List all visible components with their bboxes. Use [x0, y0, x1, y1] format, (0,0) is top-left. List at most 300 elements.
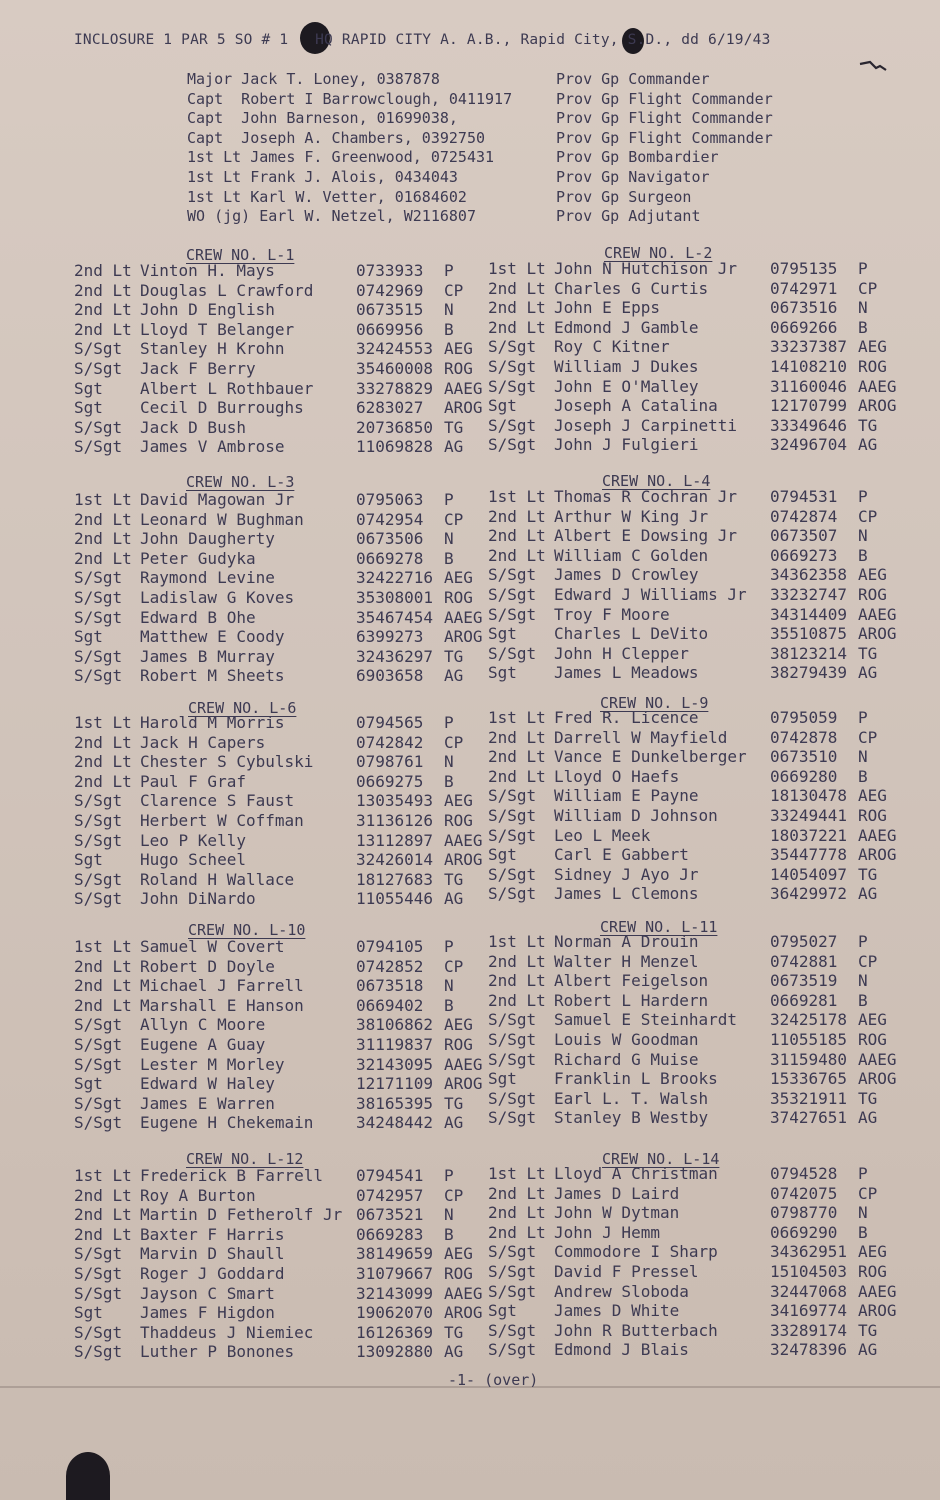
crew-member-name: Joseph A Catalina — [554, 396, 718, 416]
crew-member-duty: AG — [444, 437, 464, 457]
crew-member-duty: ROG — [444, 1035, 473, 1054]
crew-member-name: John J Fulgieri — [554, 435, 699, 455]
crew-member-serial: 0669266 — [770, 317, 838, 337]
crew-member-rank: S/Sgt — [74, 1054, 123, 1074]
crew-member-serial: 0733933 — [356, 261, 424, 280]
crew-member-name: Commodore I Sharp — [554, 1242, 718, 1262]
crew-member-name: Frederick B Farrell — [140, 1166, 324, 1185]
crew-member-name: James L Clemons — [554, 884, 699, 904]
crew-member-duty: AAEG — [858, 1049, 897, 1069]
crew-member-row — [488, 526, 918, 546]
crew-member-row — [488, 337, 918, 357]
staff-name: Capt Robert I Barrowclough, 0411917 — [187, 89, 513, 108]
crew-member-serial: 32496704 — [770, 435, 848, 455]
crew-member-rank: S/Sgt — [74, 417, 123, 437]
crew-member-rank: 1st Lt — [488, 259, 546, 278]
crew-member-row — [488, 786, 918, 806]
crew-member-duty: B — [858, 766, 868, 786]
crew-member-duty: AROG — [444, 1074, 483, 1094]
crew-member-rank: S/Sgt — [74, 889, 123, 909]
crew-member-row — [488, 806, 918, 826]
crew-member-rank: S/Sgt — [488, 864, 537, 884]
crew-member-duty: AROG — [444, 850, 483, 870]
crew-member-rank: 2nd Lt — [74, 995, 132, 1015]
crew-member-duty: AEG — [444, 791, 473, 811]
crew-member-row — [74, 510, 504, 530]
crew-member-duty: TG — [858, 1320, 878, 1340]
crew-member-serial: 32424553 — [356, 339, 434, 359]
crew-member-name: Allyn C Moore — [140, 1015, 266, 1035]
crew-member-serial: 0669402 — [356, 995, 424, 1015]
crew-member-name: John H Clepper — [554, 643, 689, 663]
crew-member-serial: 0795135 — [770, 259, 838, 278]
crew-member-serial: 11055446 — [356, 889, 434, 909]
crew-member-serial: 35321911 — [770, 1088, 848, 1108]
staff-name: WO (jg) Earl W. Netzel, W2116807 — [187, 207, 476, 226]
crew-member-name: Albert Feigelson — [554, 971, 709, 991]
crew-member-row — [488, 884, 918, 904]
crew-member-rank: S/Sgt — [74, 1015, 123, 1035]
crew-member-rank: 1st Lt — [488, 1164, 546, 1183]
crew-member-serial: 0742969 — [356, 280, 424, 300]
crew-member-name: Roy A Burton — [140, 1185, 256, 1205]
staff-name: Capt Joseph A. Chambers, 0392750 — [187, 128, 486, 147]
crew-member-name: Harold M Morris — [140, 713, 285, 732]
crew-member-serial: 6399273 — [356, 627, 424, 647]
crew-member-name: Jack D Bush — [140, 417, 246, 437]
crew-member-name: Troy F Moore — [554, 604, 670, 624]
crew-member-duty: ROG — [444, 359, 473, 378]
crew-member-name: Douglas L Crawford — [140, 280, 314, 300]
crew-member-duty: TG — [444, 1093, 464, 1113]
crew-title: CREW NO. L-12 — [186, 1150, 304, 1168]
crew-member-serial: 34248442 — [356, 1113, 434, 1133]
crew-member-name: Arthur W King Jr — [554, 506, 709, 526]
crew-member-rank: S/Sgt — [74, 607, 123, 627]
crew-member-row — [74, 1323, 504, 1343]
crew-member-rank: S/Sgt — [488, 786, 537, 806]
crew-member-row — [74, 1264, 504, 1284]
crew-member-rank: S/Sgt — [488, 337, 537, 357]
crew-member-rank: Sgt — [74, 850, 103, 870]
crew-member-rank: S/Sgt — [74, 339, 123, 359]
crew-member-rank: 1st Lt — [488, 487, 546, 506]
crew-member-rank: 2nd Lt — [74, 261, 132, 280]
crew-member-name: Michael J Farrell — [140, 976, 304, 996]
crew-title: CREW NO. L-2 — [604, 244, 713, 262]
crew-member-name: Samuel W Covert — [140, 937, 285, 956]
crew-member-duty: P — [444, 713, 454, 732]
crew-member-serial: 0669278 — [356, 548, 424, 568]
crew-member-duty: AAEG — [444, 607, 483, 627]
crew-member-serial: 0673506 — [356, 529, 424, 549]
crew-member-row — [488, 605, 918, 625]
crew-member-name: Carl E Gabbert — [554, 845, 689, 865]
crew-member-serial: 0669273 — [770, 545, 838, 565]
crew-member-rank: 2nd Lt — [488, 278, 546, 298]
crew-member-serial: 34314409 — [770, 604, 848, 624]
crew-member-serial: 18130478 — [770, 786, 848, 806]
crew-member-serial: 32426014 — [356, 850, 434, 870]
crew-member-duty: B — [444, 548, 454, 568]
crew-member-name: Marvin D Shaull — [140, 1244, 285, 1264]
crew-member-duty: P — [858, 932, 868, 951]
crew-member-duty: TG — [858, 864, 878, 884]
crew-member-serial: 35460008 — [356, 359, 434, 378]
crew-member-duty: B — [858, 1222, 868, 1242]
crew-member-serial: 0742075 — [770, 1183, 838, 1203]
crew-member-duty: N — [858, 1203, 868, 1223]
crew-member-name: Darrell W Mayfield — [554, 727, 728, 747]
crew-member-rank: S/Sgt — [488, 585, 537, 604]
crew-member-rank: S/Sgt — [74, 811, 123, 830]
crew-member-name: Martin D Fetherolf Jr — [140, 1205, 343, 1225]
crew-member-duty: AEG — [444, 1244, 473, 1264]
crew-member-name: Chester S Cybulski — [140, 752, 314, 772]
crew-member-duty: B — [444, 995, 454, 1015]
crew-member-row — [488, 416, 918, 436]
crew-member-rank: 2nd Lt — [74, 529, 132, 549]
crew-member-name: Edmond J Blais — [554, 1340, 689, 1360]
crew-member-serial: 0669281 — [770, 990, 838, 1010]
crew-member-duty: CP — [858, 727, 878, 747]
crew-member-row — [488, 1203, 918, 1223]
crew-member-row — [74, 1035, 504, 1055]
crew-member-row — [488, 644, 918, 664]
crew-member-row — [488, 1010, 918, 1030]
crew-member-serial: 19062070 — [356, 1303, 434, 1323]
crew-member-serial: 34362951 — [770, 1242, 848, 1262]
crew-member-rank: S/Sgt — [488, 1281, 537, 1301]
crew-member-rank: S/Sgt — [488, 1262, 537, 1281]
crew-member-duty: AEG — [444, 568, 473, 588]
crew-member-row — [74, 831, 504, 851]
crew-member-serial: 31119837 — [356, 1035, 434, 1054]
crew-member-row — [488, 663, 918, 683]
staff-position: Prov Gp Navigator — [556, 167, 710, 186]
crew-member-rank: 2nd Lt — [74, 732, 132, 752]
crew-member-row — [488, 624, 918, 644]
crew-member-name: Luther P Bonones — [140, 1342, 295, 1362]
crew-member-row — [488, 396, 918, 416]
crew-member-row — [74, 850, 504, 870]
crew-member-rank: 2nd Lt — [488, 747, 546, 767]
crew-member-name: Joseph J Carpinetti — [554, 415, 738, 435]
crew-member-rank: 2nd Lt — [74, 956, 132, 976]
crew-member-row — [488, 435, 918, 455]
crew-title: CREW NO. L-1 — [186, 246, 295, 264]
crew-member-serial: 37427651 — [770, 1108, 848, 1128]
crew-member-rank: S/Sgt — [74, 1244, 123, 1264]
crew-member-name: Louis W Goodman — [554, 1030, 699, 1049]
crew-member-duty: N — [858, 747, 868, 767]
crew-member-row — [74, 1205, 504, 1225]
crew-member-rank: S/Sgt — [74, 830, 123, 850]
crew-member-serial: 16126369 — [356, 1322, 434, 1342]
crew-member-duty: P — [444, 1166, 454, 1185]
crew-member-serial: 38149659 — [356, 1244, 434, 1264]
crew-member-rank: S/Sgt — [74, 869, 123, 889]
crew-member-serial: 31079667 — [356, 1264, 434, 1283]
crew-member-serial: 0742874 — [770, 506, 838, 526]
staff-name: Capt John Barneson, 01699038, — [187, 109, 458, 128]
crew-member-rank: S/Sgt — [488, 1030, 537, 1049]
crew-member-duty: AROG — [444, 1303, 483, 1323]
crew-member-rank: S/Sgt — [488, 1088, 537, 1108]
crew-member-row — [488, 708, 918, 728]
crew-member-row — [488, 1069, 918, 1089]
crew-member-row — [74, 529, 504, 549]
crew-member-rank: Sgt — [74, 378, 103, 398]
crew-member-name: John DiNardo — [140, 889, 256, 909]
crew-member-name: John Daugherty — [140, 529, 275, 549]
crew-member-duty: P — [858, 259, 868, 278]
crew-member-row — [488, 865, 918, 885]
crew-member-rank: 2nd Lt — [488, 506, 546, 526]
crew-member-row — [488, 565, 918, 585]
crew-member-name: James B Murray — [140, 646, 275, 666]
crew-member-name: Eugene A Guay — [140, 1035, 266, 1054]
crew-member-rank: S/Sgt — [488, 825, 537, 845]
crew-member-duty: AG — [444, 666, 464, 686]
crew-member-row — [74, 1166, 504, 1186]
crew-member-name: Herbert W Coffman — [140, 811, 304, 830]
ink-smudge-icon — [858, 60, 888, 74]
crew-member-serial: 14054097 — [770, 864, 848, 884]
crew-member-name: John N Hutchison Jr — [554, 259, 738, 278]
crew-member-rank: Sgt — [74, 398, 103, 418]
crew-member-row — [74, 549, 504, 569]
crew-member-name: James E Warren — [140, 1093, 275, 1113]
crew-member-row — [488, 1089, 918, 1109]
crew-member-duty: AG — [858, 663, 878, 683]
crew-member-row — [488, 767, 918, 787]
crew-member-row — [74, 627, 504, 647]
crew-member-duty: AG — [858, 1340, 878, 1360]
staff-position: Prov Gp Flight Commander — [556, 128, 773, 147]
crew-member-row — [74, 870, 504, 890]
crew-member-name: James F Higdon — [140, 1303, 275, 1323]
crew-member-row — [488, 932, 918, 952]
crew-member-serial: 0794528 — [770, 1164, 838, 1183]
crew-member-row — [74, 752, 504, 772]
crew-member-name: Marshall E Hanson — [140, 995, 304, 1015]
crew-title: CREW NO. L-3 — [186, 473, 295, 491]
crew-member-rank: S/Sgt — [488, 415, 537, 435]
crew-member-duty: AEG — [858, 1010, 887, 1030]
crew-member-serial: 15104503 — [770, 1262, 848, 1281]
crew-member-row — [74, 359, 504, 379]
crew-member-rank: S/Sgt — [488, 565, 537, 585]
crew-member-name: Roger J Goddard — [140, 1264, 285, 1283]
crew-member-name: John E O'Malley — [554, 376, 699, 396]
crew-member-duty: AAEG — [858, 825, 897, 845]
crew-member-name: Charles L DeVito — [554, 624, 709, 644]
crew-member-serial: 20736850 — [356, 417, 434, 437]
crew-member-duty: ROG — [444, 811, 473, 830]
staff-name: 1st Lt James F. Greenwood, 0725431 — [187, 148, 495, 167]
crew-member-rank: Sgt — [488, 396, 517, 416]
crew-member-duty: AAEG — [444, 1283, 483, 1303]
crew-member-duty: AG — [444, 1113, 464, 1133]
crew-member-row — [488, 826, 918, 846]
crew-title: CREW NO. L-6 — [188, 699, 297, 717]
crew-member-serial: 38165395 — [356, 1093, 434, 1113]
crew-member-rank: S/Sgt — [488, 643, 537, 663]
crew-member-duty: AROG — [858, 845, 897, 865]
crew-member-row — [74, 1113, 504, 1133]
crew-member-row — [74, 772, 504, 792]
crew-title: CREW NO. L-9 — [600, 694, 709, 712]
crew-member-serial: 0673515 — [356, 300, 424, 320]
crew-title: CREW NO. L-14 — [602, 1150, 720, 1168]
crew-member-rank: 2nd Lt — [74, 319, 132, 339]
crew-title: CREW NO. L-11 — [600, 918, 718, 936]
crew-member-name: Edmond J Gamble — [554, 317, 699, 337]
crew-member-name: Thaddeus J Niemiec — [140, 1322, 314, 1342]
crew-member-name: Jack H Capers — [140, 732, 266, 752]
crew-member-rank: 2nd Lt — [74, 771, 132, 791]
crew-member-rank: 2nd Lt — [74, 1224, 132, 1244]
crew-member-row — [74, 1342, 504, 1362]
crew-member-duty: CP — [444, 509, 464, 529]
crew-member-row — [74, 1015, 504, 1035]
crew-member-name: Cecil D Burroughs — [140, 398, 304, 418]
crew-member-serial: 32478396 — [770, 1340, 848, 1360]
crew-member-duty: ROG — [858, 357, 887, 376]
crew-member-rank: Sgt — [488, 1069, 517, 1089]
crew-member-row — [74, 957, 504, 977]
crew-member-duty: B — [858, 545, 868, 565]
crew-member-serial: 0673516 — [770, 298, 838, 318]
crew-member-row — [74, 976, 504, 996]
crew-member-name: Sidney J Ayo Jr — [554, 864, 699, 884]
crew-member-serial: 15336765 — [770, 1069, 848, 1089]
crew-member-name: John W Dytman — [554, 1203, 680, 1223]
crew-member-row — [488, 298, 918, 318]
crew-member-rank: 2nd Lt — [488, 766, 546, 786]
punch-hole-bottom — [66, 1452, 110, 1500]
crew-member-duty: TG — [444, 417, 464, 437]
crew-member-serial: 0673510 — [770, 747, 838, 767]
crew-member-rank: S/Sgt — [488, 376, 537, 396]
crew-member-serial: 0795059 — [770, 708, 838, 727]
crew-member-duty: N — [444, 752, 454, 772]
crew-member-serial: 0673519 — [770, 971, 838, 991]
crew-member-row — [74, 608, 504, 628]
crew-member-serial: 31159480 — [770, 1049, 848, 1069]
crew-member-serial: 38106862 — [356, 1015, 434, 1035]
crew-member-row — [488, 1050, 918, 1070]
crew-member-duty: AROG — [858, 1301, 897, 1321]
page-footer: -1- (over) — [448, 1371, 539, 1389]
crew-member-duty: AG — [858, 884, 878, 904]
crew-member-serial: 32425178 — [770, 1010, 848, 1030]
crew-member-duty: P — [444, 261, 454, 280]
staff-name: Major Jack T. Loney, 0387878 — [187, 70, 440, 88]
crew-member-serial: 0673507 — [770, 526, 838, 546]
crew-member-name: Thomas R Cochran Jr — [554, 487, 738, 506]
crew-member-serial: 0742878 — [770, 727, 838, 747]
crew-member-row — [74, 937, 504, 957]
crew-member-serial: 0673521 — [356, 1205, 424, 1225]
crew-member-row — [74, 320, 504, 340]
crew-member-rank: 1st Lt — [74, 1166, 132, 1185]
crew-member-name: Clarence S Faust — [140, 791, 295, 811]
crew-member-serial: 0795063 — [356, 490, 424, 509]
crew-member-duty: CP — [444, 280, 464, 300]
crew-member-serial: 38279439 — [770, 663, 848, 683]
crew-member-row — [488, 259, 918, 279]
crew-member-rank: S/Sgt — [74, 1093, 123, 1113]
crew-member-row — [74, 588, 504, 608]
crew-member-name: Eugene H Chekemain — [140, 1113, 314, 1133]
crew-member-duty: AEG — [858, 786, 887, 806]
crew-member-name: Leo L Meek — [554, 825, 651, 845]
crew-member-row — [488, 279, 918, 299]
crew-member-row — [74, 568, 504, 588]
crew-member-serial: 0669956 — [356, 319, 424, 339]
crew-member-serial: 18037221 — [770, 825, 848, 845]
crew-member-serial: 0742881 — [770, 951, 838, 971]
crew-member-duty: N — [444, 529, 454, 549]
crew-member-rank: 2nd Lt — [74, 280, 132, 300]
crew-member-rank: 2nd Lt — [488, 545, 546, 565]
crew-member-duty: AAEG — [858, 376, 897, 396]
crew-member-serial: 0669290 — [770, 1222, 838, 1242]
crew-member-duty: B — [444, 771, 454, 791]
crew-member-row — [488, 1340, 918, 1360]
crew-member-row — [488, 487, 918, 507]
crew-member-name: Albert L Rothbauer — [140, 378, 314, 398]
crew-member-rank: Sgt — [74, 1303, 103, 1323]
crew-member-duty: ROG — [444, 1264, 473, 1283]
crew-member-row — [488, 507, 918, 527]
crew-member-name: Samuel E Steinhardt — [554, 1010, 738, 1030]
crew-member-duty: AROG — [444, 627, 483, 647]
crew-member-rank: S/Sgt — [488, 435, 537, 455]
crew-member-name: Jack F Berry — [140, 359, 256, 378]
crew-member-duty: AEG — [858, 1242, 887, 1262]
crew-member-duty: AAEG — [444, 1054, 483, 1074]
crew-member-rank: 1st Lt — [74, 937, 132, 956]
crew-member-duty: CP — [858, 278, 878, 298]
crew-member-serial: 38123214 — [770, 643, 848, 663]
crew-member-serial: 35510875 — [770, 624, 848, 644]
crew-member-serial: 33289174 — [770, 1320, 848, 1340]
crew-member-rank: S/Sgt — [74, 1342, 123, 1362]
crew-member-rank: S/Sgt — [488, 806, 537, 825]
crew-member-duty: N — [444, 300, 454, 320]
staff-position: Prov Gp Flight Commander — [556, 89, 773, 108]
crew-member-name: Andrew Sloboda — [554, 1281, 689, 1301]
crew-member-name: David F Pressel — [554, 1262, 699, 1281]
crew-member-row — [488, 585, 918, 605]
crew-member-duty: AG — [858, 435, 878, 455]
crew-member-name: Charles G Curtis — [554, 278, 709, 298]
crew-member-name: William C Golden — [554, 545, 709, 565]
crew-member-row — [488, 1108, 918, 1128]
crew-member-row — [74, 791, 504, 811]
crew-member-rank: S/Sgt — [74, 791, 123, 811]
crew-member-duty: N — [444, 1205, 454, 1225]
crew-member-name: Baxter F Harris — [140, 1224, 285, 1244]
crew-member-name: Vance E Dunkelberger — [554, 747, 747, 767]
crew-member-row — [488, 546, 918, 566]
crew-member-duty: B — [858, 990, 868, 1010]
crew-member-rank: S/Sgt — [74, 588, 123, 607]
crew-member-duty: N — [444, 976, 454, 996]
